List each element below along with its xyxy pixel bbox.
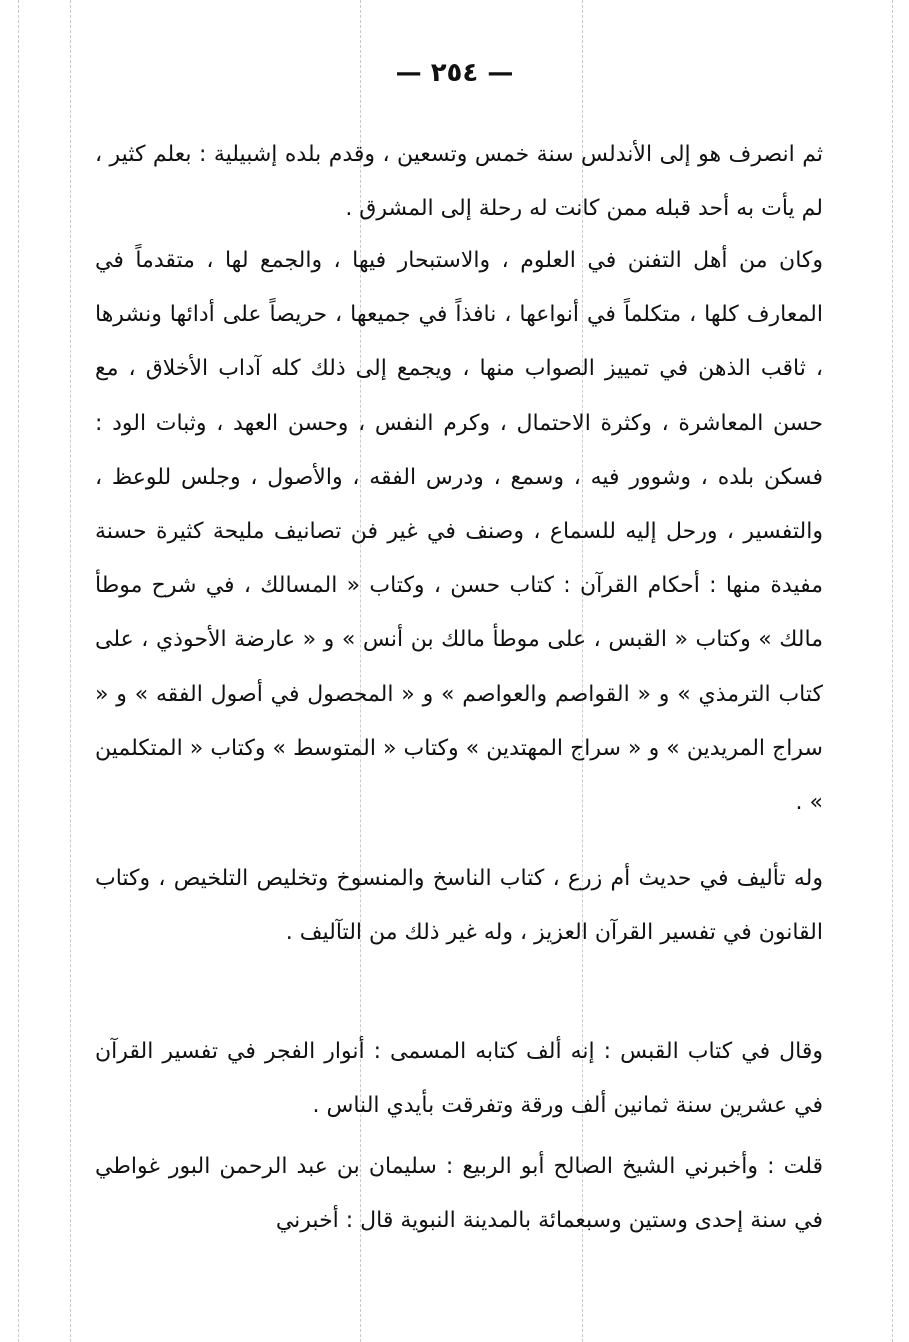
paragraph: وله تأليف في حديث أم زرع ، كتاب الناسخ والمنسوخ وتخليص التلخيص ، وكتاب القانون في تفسير القرآن العزيز ، وله غير ذلك من التآليف . <box>95 866 823 946</box>
ruled-line <box>70 0 71 1342</box>
page-number: — ٢٥٤ — <box>395 58 514 88</box>
paragraph: قلت : وأخبرني الشيخ الصالح أبو الربيع : سليمان بن عبد الرحمن البور غواطي في سنة إحدى وستين وسبعمائة بالمدينة النبوية قال : أخبرني <box>95 1154 823 1234</box>
ruled-line <box>18 0 19 1342</box>
paragraph: ثم انصرف هو إلى الأندلس سنة خمس وتسعين ، وقدم بلده إشبيلية : بعلم كثير ، لم يأت به أحد قبله ممن كانت له رحلة إلى المشرق . <box>95 142 823 222</box>
paragraph: وكان من أهل التفنن في العلوم ، والاستبحار فيها ، والجمع لها ، متقدماً في المعارف كلها ، متكلماً في أنواعها ، نافذاً في جميعها ، حريصاً على أدائها ونشرها ، ثاقب الذهن في تمييز الصواب منها ، ويجمع إلى ذلك كله آداب الأخلاق ، مع حسن المعاشرة ، وكثرة الاحتمال ، وكرم النفس ، وحسن العهد ، وثبات الود : فسكن بلده ، وشوور فيه ، وسمع ، ودرس الفقه ، والأصول ، وجلس للوعظ ، والتفسير ، ورحل إليه للسماع ، وصنف في غير فن تصانيف مليحة كثيرة حسنة مفيدة منها : أحكام القرآن : كتاب حسن ، وكتاب « المسالك ، في شرح موطأ مالك » وكتاب « القبس ، على موطأ مالك بن أنس » و « عارضة الأحوذي ، على كتاب الترمذي » و « القواصم والعواصم » و « المحصول في أصول الفقه » و « سراج المريدين » و « سراج المهتدين » وكتاب « المتوسط » وكتاب « المتكلمين » . <box>95 248 823 816</box>
paragraph: وقال في كتاب القبس : إنه ألف كتابه المسمى : أنوار الفجر في تفسير القرآن في عشرين سنة ثمانين ألف ورقة وتفرقت بأيدي الناس . <box>95 1039 823 1119</box>
ruled-line <box>892 0 893 1342</box>
